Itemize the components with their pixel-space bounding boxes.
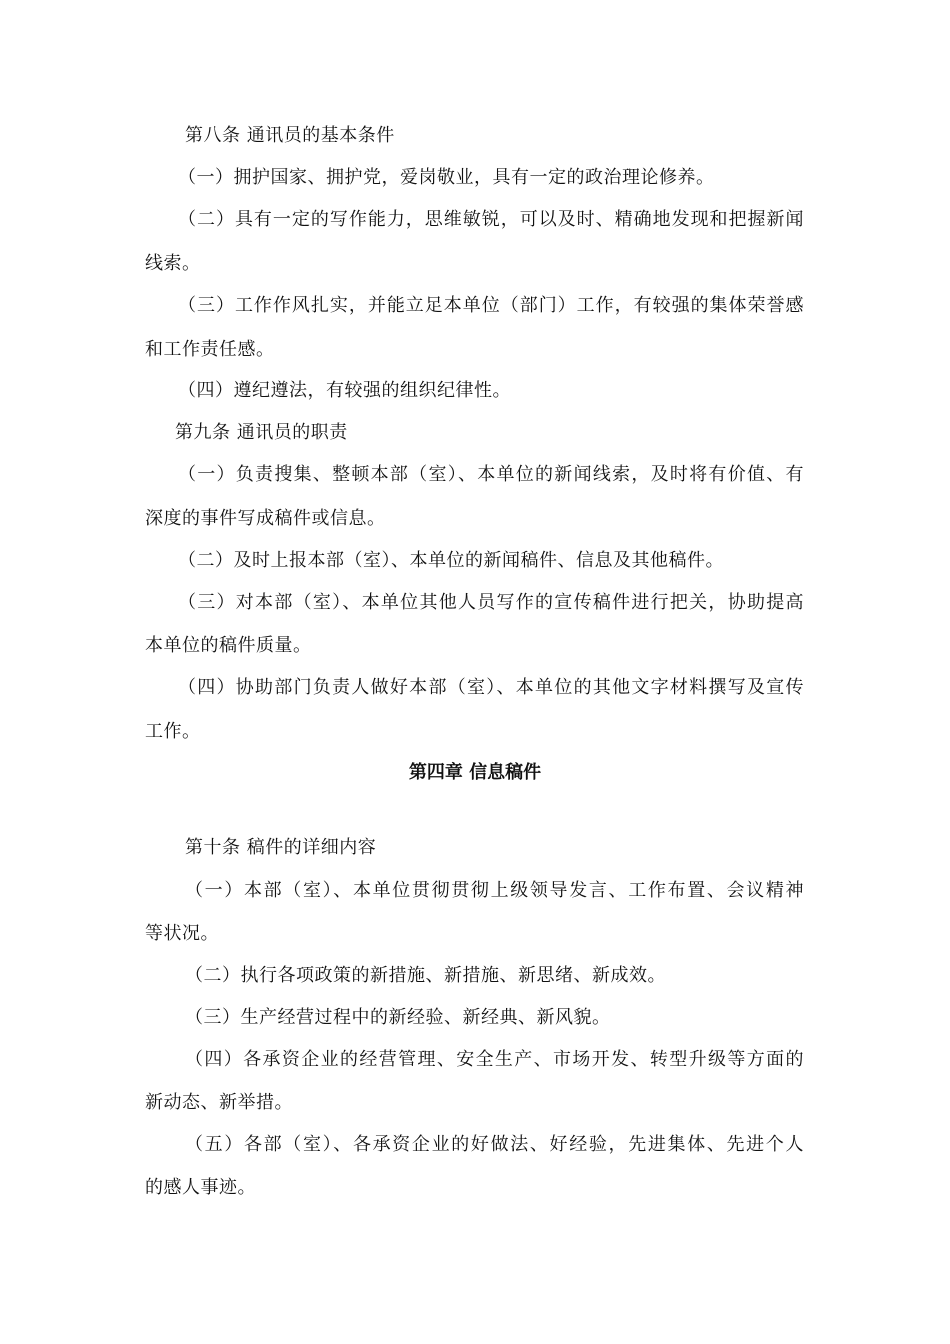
article-10-item-5-line-1: （五）各部（室）、各承资企业的好做法、好经验，先进集体、先进个人 — [185, 1134, 804, 1155]
article-8-title: 第八条 通讯员的基本条件 — [185, 125, 395, 146]
article-10-item-2: （二）执行各项政策的新措施、新措施、新思绪、新成效。 — [185, 965, 666, 986]
article-8-item-1: （一）拥护国家、拥护党，爱岗敬业，具有一定的政治理论修养。 — [178, 167, 715, 188]
article-9-item-3-line-2: 本单位的稿件质量。 — [145, 635, 312, 656]
article-8-item-4: （四）遵纪遵法，有较强的组织纪律性。 — [178, 380, 511, 401]
article-9-title: 第九条 通讯员的职责 — [175, 422, 348, 443]
article-8-item-3-line-2: 和工作责任感。 — [145, 339, 275, 360]
article-8-item-2-line-1: （二）具有一定的写作能力，思维敏锐，可以及时、精确地发现和把握新闻 — [178, 209, 804, 230]
article-8-item-2-line-2: 线索。 — [145, 253, 201, 274]
article-9-item-3-line-1: （三）对本部（室）、本单位其他人员写作的宣传稿件进行把关，协助提高 — [178, 592, 804, 613]
article-8-item-3-line-1: （三）工作作风扎实，并能立足本单位（部门）工作，有较强的集体荣誉感 — [178, 295, 804, 316]
article-10-item-4-line-1: （四）各承资企业的经营管理、安全生产、市场开发、转型升级等方面的 — [185, 1049, 804, 1070]
article-10-item-5-line-2: 的感人事迹。 — [145, 1177, 256, 1198]
article-9-item-1-line-2: 深度的事件写成稿件或信息。 — [145, 508, 386, 529]
article-10-item-1-line-2: 等状况。 — [145, 923, 219, 944]
article-10-item-4-line-2: 新动态、新举措。 — [145, 1092, 293, 1113]
chapter-4-heading: 第四章 信息稿件 — [408, 762, 542, 783]
article-9-item-2: （二）及时上报本部（室）、本单位的新闻稿件、信息及其他稿件。 — [178, 550, 724, 571]
article-10-item-3: （三）生产经营过程中的新经验、新经典、新风貌。 — [185, 1007, 611, 1028]
article-9-item-1-line-1: （一）负责搜集、整顿本部（室）、本单位的新闻线索，及时将有价值、有 — [178, 464, 804, 485]
article-9-item-4-line-2: 工作。 — [145, 721, 201, 742]
article-10-title: 第十条 稿件的详细内容 — [185, 837, 377, 858]
article-10-item-1-line-1: （一）本部（室）、本单位贯彻贯彻上级领导发言、工作布置、会议精神 — [185, 880, 804, 901]
article-9-item-4-line-1: （四）协助部门负责人做好本部（室）、本单位的其他文字材料撰写及宣传 — [178, 677, 804, 698]
